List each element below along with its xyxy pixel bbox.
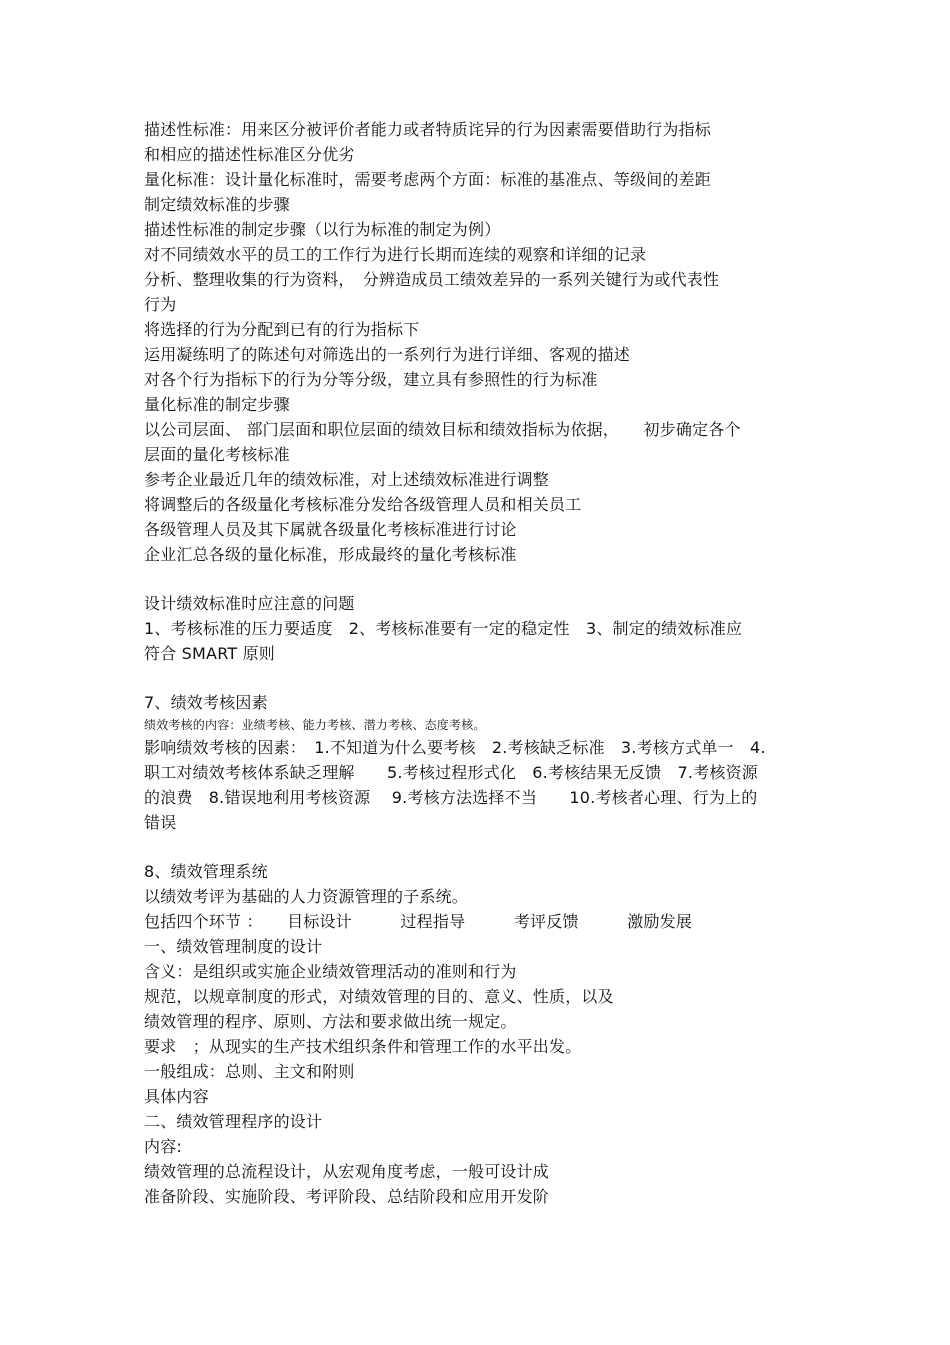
blank-line	[144, 666, 824, 690]
section-heading: 7、绩效考核因素	[144, 693, 268, 712]
text-line: 运用凝练明了的陈述句对筛选出的一系列行为进行详细、客观的描述	[144, 345, 631, 364]
text-line: 内容:	[144, 1137, 182, 1156]
text-line: 含义：是组织或实施企业绩效管理活动的准则和行为	[144, 962, 517, 981]
text-line: 包括四个环节 ： 目标设计 过程指导 考评反馈 激励发展	[144, 912, 693, 931]
section-heading: 设计绩效标准时应注意的问题	[144, 594, 355, 613]
text-line: 绩效管理的程序、原则、方法和要求做出统一规定。	[144, 1012, 517, 1031]
text-line: 制定绩效标准的步骤	[144, 195, 290, 214]
text-line-small: 绩效考核的内容：业绩考核、能力考核、潜力考核、态度考核。	[144, 718, 486, 732]
text-line: 具体内容	[144, 1087, 209, 1106]
blank-line	[144, 567, 824, 591]
text-line: 企业汇总各级的量化标准，形成最终的量化考核标准	[144, 545, 517, 564]
text-line: 要求 ；从现实的生产技术组织条件和管理工作的水平出发。	[144, 1037, 582, 1056]
text-line: 参考企业最近几年的绩效标准，对上述绩效标准进行调整	[144, 470, 550, 489]
text-line: 和相应的描述性标准区分优劣	[144, 145, 355, 164]
text-line: 职工对绩效考核体系缺乏理解 5.考核过程形式化 6.考核结果无反馈 7.考核资源	[144, 763, 758, 782]
text-line: 1、考核标准的压力要适度 2、考核标准要有一定的稳定性 3、制定的绩效标准应	[144, 619, 743, 638]
text-line: 的浪费 8.错误地利用考核资源 9.考核方法选择不当 10.考核者心理、行为上的	[144, 788, 758, 807]
text-line: 二、绩效管理程序的设计	[144, 1112, 323, 1131]
text-line: 将调整后的各级量化考核标准分发给各级管理人员和相关员工	[144, 495, 582, 514]
text-line: 层面的量化考核标准	[144, 445, 290, 464]
text-line: 影响绩效考核的因素： 1.不知道为什么要考核 2.考核缺乏标准 3.考核方式单一 4.	[144, 738, 766, 757]
text-line: 错误	[144, 813, 177, 832]
text-line: 量化标准：设计量化标准时，需要考虑两个方面：标准的基准点、等级间的差距	[144, 170, 712, 189]
text-line: 以绩效考评为基础的人力资源管理的子系统。	[144, 887, 469, 906]
text-line: 对不同绩效水平的员工的工作行为进行长期而连续的观察和详细的记录	[144, 245, 647, 264]
text-line: 规范，以规章制度的形式，对绩效管理的目的、意义、性质，以及	[144, 987, 614, 1006]
text-line: 对各个行为指标下的行为分等分级，建立具有参照性的行为标准	[144, 370, 598, 389]
text-line: 描述性标准的制定步骤（以行为标准的制定为例）	[144, 220, 501, 239]
text-line: 量化标准的制定步骤	[144, 395, 290, 414]
text-line: 各级管理人员及其下属就各级量化考核标准进行讨论	[144, 520, 517, 539]
text-line: 描述性标准：用来区分被评价者能力或者特质诧异的行为因素需要借助行为指标	[144, 120, 712, 139]
text-line: 绩效管理的总流程设计，从宏观角度考虑，一般可设计成	[144, 1162, 550, 1181]
text-line: 以公司层面、 部门层面和职位层面的绩效目标和绩效指标为依据， 初步确定各个	[144, 420, 741, 439]
blank-line	[144, 835, 824, 859]
text-line: 一般组成：总则、主文和附则	[144, 1062, 355, 1081]
text-line: 一、绩效管理制度的设计	[144, 937, 323, 956]
document-page	[144, 117, 824, 1209]
text-line: 分析、整理收集的行为资料， 分辨造成员工绩效差异的一系列关键行为或代表性	[144, 270, 720, 289]
section-heading: 8、绩效管理系统	[144, 862, 268, 881]
text-line: 准备阶段、实施阶段、考评阶段、总结阶段和应用开发阶	[144, 1187, 550, 1206]
text-line: 将选择的行为分配到已有的行为指标下	[144, 320, 420, 339]
text-line: 符合 SMART 原则	[144, 644, 276, 663]
text-line: 行为	[144, 295, 177, 314]
